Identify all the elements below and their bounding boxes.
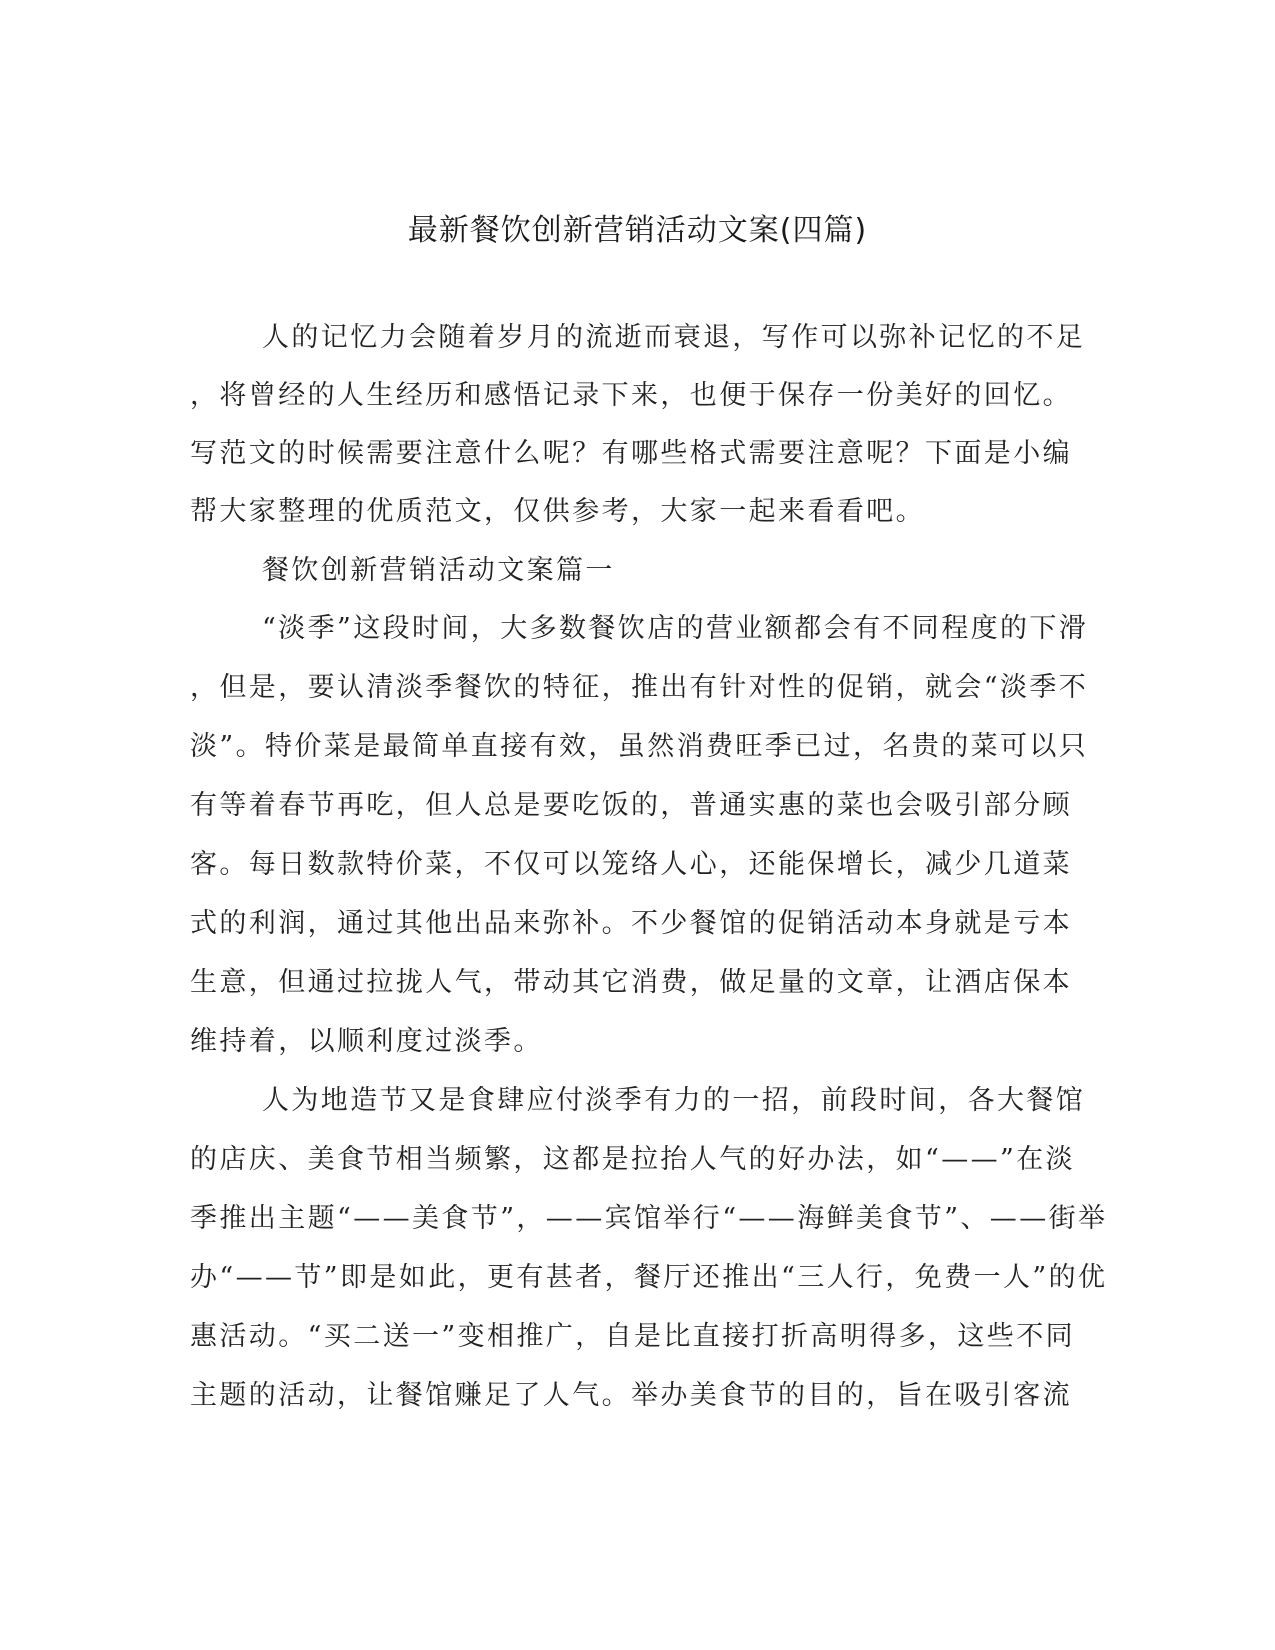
paragraph-line: 人的记忆力会随着岁月的流逝而衰退，写作可以弥补记忆的不足 bbox=[262, 322, 1086, 353]
paragraph-line: 维持着，以顺利度过淡季。 bbox=[190, 1026, 543, 1057]
paragraph-line: 有等着春节再吃，但人总是要吃饭的，普通实惠的菜也会吸引部分顾 bbox=[190, 790, 1072, 821]
paragraph-line: 淡”。特价菜是最简单直接有效，虽然消费旺季已过，名贵的菜可以只 bbox=[190, 731, 1089, 762]
paragraph-line: 的店庆、美食节相当频繁，这都是拉抬人气的好办法，如“——”在淡 bbox=[190, 1144, 1076, 1175]
paragraph-line: 季推出主题“——美食节”，——宾馆举行“——海鲜美食节”、——街举 bbox=[190, 1203, 1108, 1234]
paragraph-line: 惠活动。“买二送一”变相推广，自是比直接打折高明得多，这些不同 bbox=[190, 1321, 1076, 1352]
paragraph-line: “淡季”这段时间，大多数餐饮店的营业额都会有不同程度的下滑 bbox=[262, 613, 1089, 644]
section-heading: 餐饮创新营销活动文案篇一 bbox=[262, 555, 615, 586]
paragraph-line: 帮大家整理的优质范文，仅供参考，大家一起来看看吧。 bbox=[190, 496, 925, 527]
paragraph-line: 式的利润，通过其他出品来弥补。不少餐馆的促销活动本身就是亏本 bbox=[190, 908, 1072, 939]
paragraph-line: 写范文的时候需要注意什么呢？有哪些格式需要注意呢？下面是小编 bbox=[190, 438, 1072, 469]
paragraph-line: ，但是，要认清淡季餐饮的特征，推出有针对性的促销，就会“淡季不 bbox=[190, 672, 1089, 703]
paragraph-line: 人为地造节又是食肆应付淡季有力的一招，前段时间，各大餐馆 bbox=[262, 1085, 1086, 1116]
paragraph-line: 客。每日数款特价菜，不仅可以笼络人心，还能保增长，减少几道菜 bbox=[190, 849, 1072, 880]
paragraph-line: ，将曾经的人生经历和感悟记录下来，也便于保存一份美好的回忆。 bbox=[190, 380, 1072, 411]
document-title: 最新餐饮创新营销活动文案(四篇) bbox=[407, 213, 868, 248]
paragraph-line: 办“——节”即是如此，更有甚者，餐厅还推出“三人行，免费一人”的优 bbox=[190, 1262, 1108, 1293]
paragraph-line: 主题的活动，让餐馆赚足了人气。举办美食节的目的，旨在吸引客流 bbox=[190, 1380, 1072, 1411]
paragraph-line: 生意，但通过拉拢人气，带动其它消费，做足量的文章，让酒店保本 bbox=[190, 967, 1072, 998]
